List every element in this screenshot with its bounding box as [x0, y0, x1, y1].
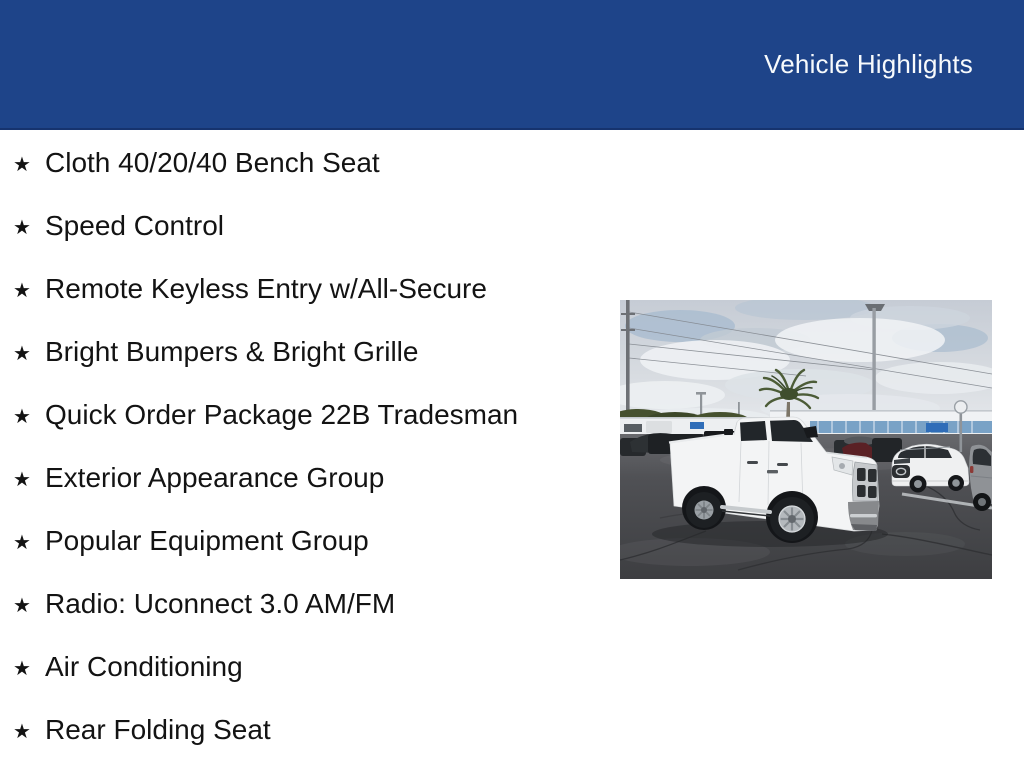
- list-item: [0, 195, 600, 258]
- highlight-label: Radio: Uconnect 3.0 AM/FM: [45, 588, 396, 620]
- list-item: [0, 699, 600, 762]
- list-item: [0, 321, 600, 384]
- list-item: [0, 573, 600, 636]
- star-bullet-icon: ★: [13, 718, 31, 743]
- list-item: [0, 510, 600, 573]
- star-bullet-icon: ★: [13, 592, 31, 617]
- list-item: [0, 636, 600, 699]
- highlight-label: Exterior Appearance Group: [45, 462, 385, 494]
- page-title: Vehicle Highlights: [764, 48, 973, 79]
- star-bullet-icon: ★: [13, 214, 31, 239]
- star-bullet-icon: ★: [13, 655, 31, 680]
- highlights-list: [0, 132, 600, 762]
- header-bar: [0, 0, 1024, 130]
- highlight-label: Remote Keyless Entry w/All-Secure: [45, 273, 487, 305]
- star-bullet-icon: ★: [13, 529, 31, 554]
- star-bullet-icon: ★: [13, 466, 31, 491]
- star-bullet-icon: ★: [13, 403, 31, 428]
- star-bullet-icon: ★: [13, 151, 31, 176]
- truck-badge: [767, 470, 778, 473]
- star-bullet-icon: ★: [13, 340, 31, 365]
- highlight-label: Bright Bumpers & Bright Grille: [45, 336, 419, 368]
- list-item: [0, 447, 600, 510]
- highlight-label: Speed Control: [45, 210, 225, 242]
- white-suv: [892, 444, 969, 492]
- highlight-label: Cloth 40/20/40 Bench Seat: [45, 147, 380, 179]
- list-item: [0, 258, 600, 321]
- list-item: [0, 132, 600, 195]
- highlight-label: Quick Order Package 22B Tradesman: [45, 399, 519, 431]
- list-item: [0, 384, 600, 447]
- truck-rear-window: [740, 421, 767, 441]
- highlight-label: Popular Equipment Group: [45, 525, 369, 557]
- vehicle-photo: [620, 300, 992, 579]
- highlight-label: Rear Folding Seat: [45, 714, 271, 746]
- highlight-label: Air Conditioning: [45, 651, 243, 683]
- star-bullet-icon: ★: [13, 277, 31, 302]
